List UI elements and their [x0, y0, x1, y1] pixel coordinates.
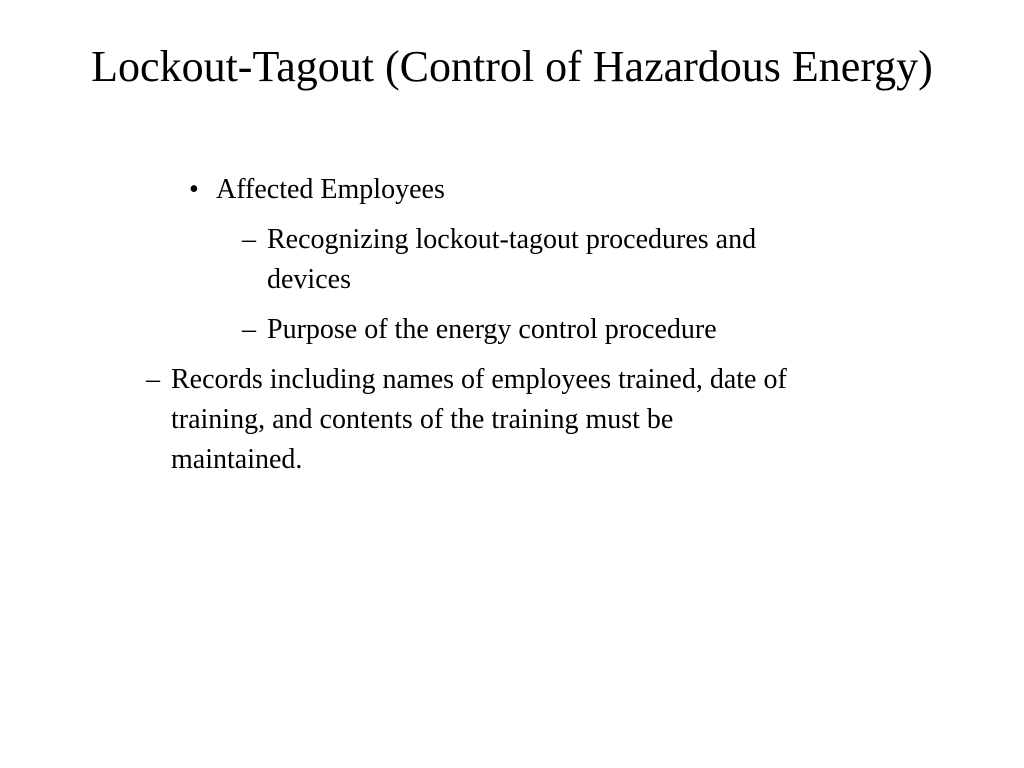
record-item-line-2: training, and contents of the training must be [171, 404, 674, 435]
record-item-marker: – [146, 364, 160, 395]
sub-item-marker-1: – [242, 224, 256, 255]
sub-item-marker-2: – [242, 314, 256, 345]
sub-item-2-line-1: Purpose of the energy control procedure [267, 314, 717, 345]
sub-item-1-line-1: Recognizing lockout-tagout procedures and [267, 224, 757, 255]
slide-title: Lockout-Tagout (Control of Hazardous Energy) [91, 42, 933, 91]
bullet-marker: • [189, 174, 199, 205]
sub-item-1-line-2: devices [267, 264, 351, 295]
bullet-affected-employees: Affected Employees [216, 174, 445, 205]
record-item-line-1: Records including names of employees trained, date of [171, 364, 787, 395]
record-item-line-3: maintained. [171, 444, 303, 475]
